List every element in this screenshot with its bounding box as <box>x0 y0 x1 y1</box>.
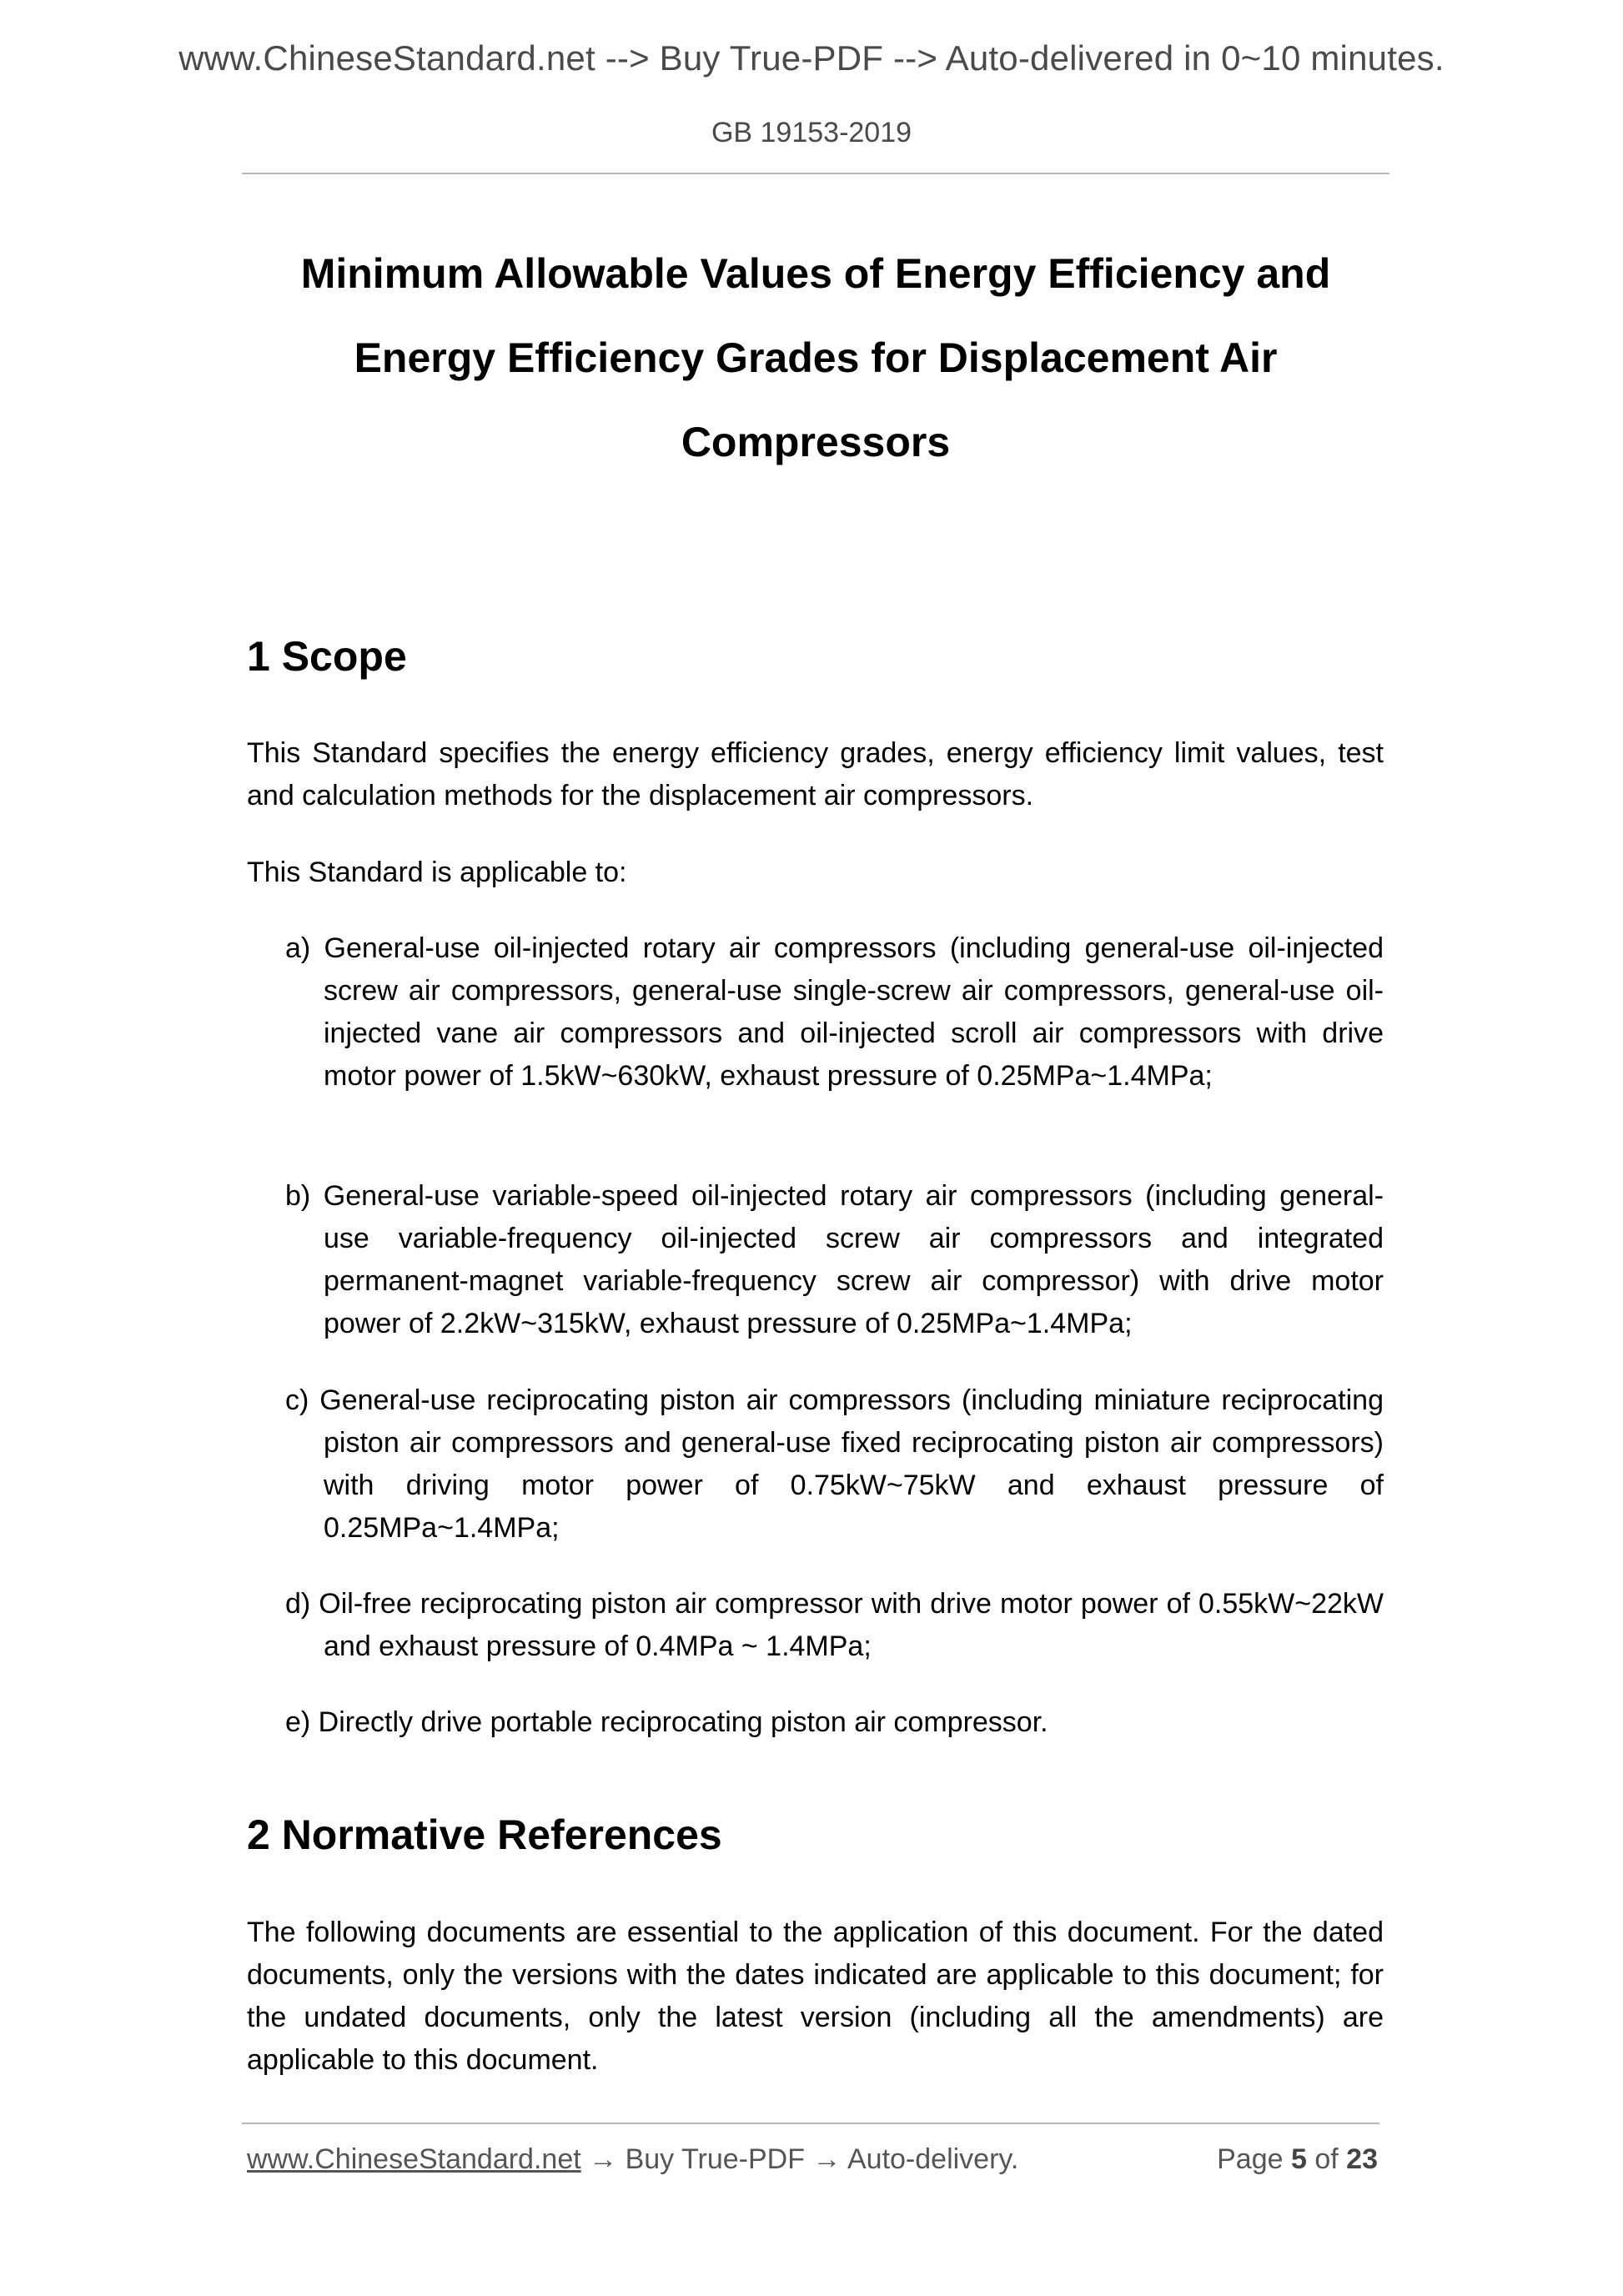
title-line-1: Minimum Allowable Values of Energy Efficiency and <box>300 250 1331 297</box>
of-label: of <box>1314 2143 1339 2175</box>
current-page-number: 5 <box>1290 2143 1307 2175</box>
scope-list-item-d: d) Oil-free reciprocating piston air compressor with drive motor power of 0.55kW~22kW and exhaust pressure of 0.4MPa ~ 1.4MPa; <box>285 1588 1384 1662</box>
scope-paragraph-2: This Standard is applicable to: <box>247 857 627 888</box>
scope-list-item-c: c) General-use reciprocating piston air compressors (including miniature reciprocating piston air compressors and general-use fixed reciprocating piston air compressors) with driving motor power of 0.75kW~75kW and exhaust pressure of 0.25MPa~1.4MPa; <box>285 1384 1384 1544</box>
footer-website-link[interactable]: www.ChineseStandard.net <box>247 2143 581 2175</box>
scope-list-item-b: b) General-use variable-speed oil-injected rotary air compressors (including general-use variable-frequency oil-injected screw air compressors and integrated permanent-magnet variable-frequency screw air compressor) with drive motor power of 2.2kW~315kW, exhaust pressure of 0.25MPa~1.4MPa; <box>285 1180 1384 1339</box>
header-divider <box>242 173 1389 174</box>
scope-list-item-e: e) Directly drive portable reciprocating piston air compressor. <box>285 1706 1048 1738</box>
title-line-2: Energy Efficiency Grades for Displacement Air <box>354 334 1278 381</box>
footer-tagline: → Buy True-PDF → Auto-delivery. <box>580 2143 1019 2175</box>
scope-list-item-a: a) General-use oil-injected rotary air compressors (including general-use oil-injected screw air compressors, general-use single-screw air compressors, general-use oil-injected vane air compressors and oil-injected scroll air compressors with drive motor power of 1.5kW~630kW, exhaust pressure of 0.25MPa~1.4MPa; <box>285 932 1384 1092</box>
document-title <box>242 232 1389 485</box>
scope-paragraph-1: This Standard specifies the energy efficiency grades, energy efficiency limit values, test and calculation methods for the displacement air compressors. <box>247 737 1384 811</box>
page-indicator <box>1217 2143 1378 2176</box>
section-heading-normative-references: 2 Normative References <box>247 1811 722 1858</box>
total-page-count: 23 <box>1346 2143 1378 2175</box>
normative-references-paragraph: The following documents are essential to the application of this document. For the dated documents, only the versions with the dates indicated are applicable to this document; for the undated documents, only the latest version (including all the amendments) are applicable to this document. <box>247 1917 1384 2076</box>
section-heading-scope: 1 Scope <box>247 633 407 680</box>
document-code: GB 19153-2019 <box>711 117 912 148</box>
footer-divider <box>242 2123 1379 2124</box>
page-footer <box>247 2143 1381 2176</box>
top-banner: www.ChineseStandard.net --> Buy True-PDF --> Auto-delivered in 0~10 minutes. <box>178 38 1445 78</box>
title-line-3: Compressors <box>681 419 951 465</box>
page-label: Page <box>1217 2143 1284 2175</box>
